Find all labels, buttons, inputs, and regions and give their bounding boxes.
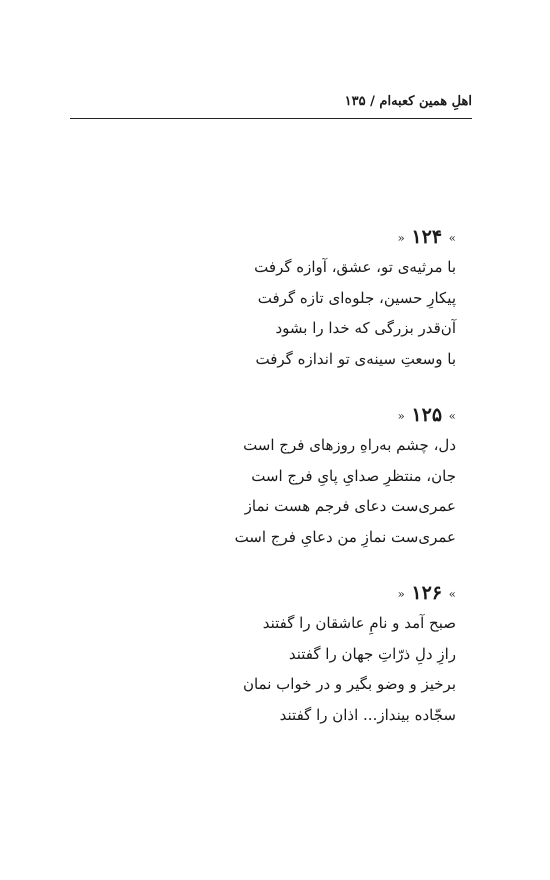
poem	[70, 578, 456, 730]
quote-open: »	[448, 409, 456, 423]
quote-close: «	[397, 409, 405, 423]
verse-line: با وسعتِ سینه‌ی تو اندازه گرفت	[255, 349, 456, 368]
verse-line: صبح آمد و نامِ عاشقان را گفتند	[262, 614, 456, 632]
verse-line: پیکارِ حسین، جلوه‌ای تازه گرفت	[257, 288, 456, 307]
verse-line: جان، منتظرِ صدایِ پایِ فرج است	[251, 466, 456, 485]
poem-number-value: ۱۲۵	[411, 404, 443, 426]
poem-number-value: ۱۲۶	[411, 582, 443, 604]
poem-number	[70, 578, 456, 608]
verse-line: آن‌قدر بزرگی که خدا را بشود	[275, 319, 456, 337]
verse-line: رازِ دلِ ذرّاتِ جهان را گفتند	[288, 644, 456, 663]
verse-line: دل، چشم به‌راهِ روزهای فرج است	[243, 436, 456, 454]
poem	[70, 222, 456, 374]
quote-open: »	[448, 587, 456, 601]
quote-close: «	[397, 231, 405, 245]
running-head: اهلِ همین کعبه‌ام / ۱۳۵	[344, 94, 472, 109]
quote-open: »	[448, 231, 456, 245]
poem-number	[70, 222, 456, 252]
poem-number-value: ۱۲۴	[411, 226, 443, 248]
verse-line: سجّاده بینداز... اذان را گفتند	[279, 705, 456, 724]
verse-line: با مرثیه‌ی تو، عشق، آوازه گرفت	[254, 258, 456, 276]
verse-line: عمری‌ست نمازِ من دعایِ فرج است	[234, 527, 456, 546]
poem-number	[70, 400, 456, 430]
poem-list	[70, 222, 456, 756]
verse-line: عمری‌ست دعای فرجم هست نماز	[244, 497, 456, 515]
poem	[70, 400, 456, 552]
quote-close: «	[397, 587, 405, 601]
page-header	[70, 92, 472, 119]
verse-line: برخیز و وضو بگیر و در خواب نمان	[242, 675, 456, 693]
